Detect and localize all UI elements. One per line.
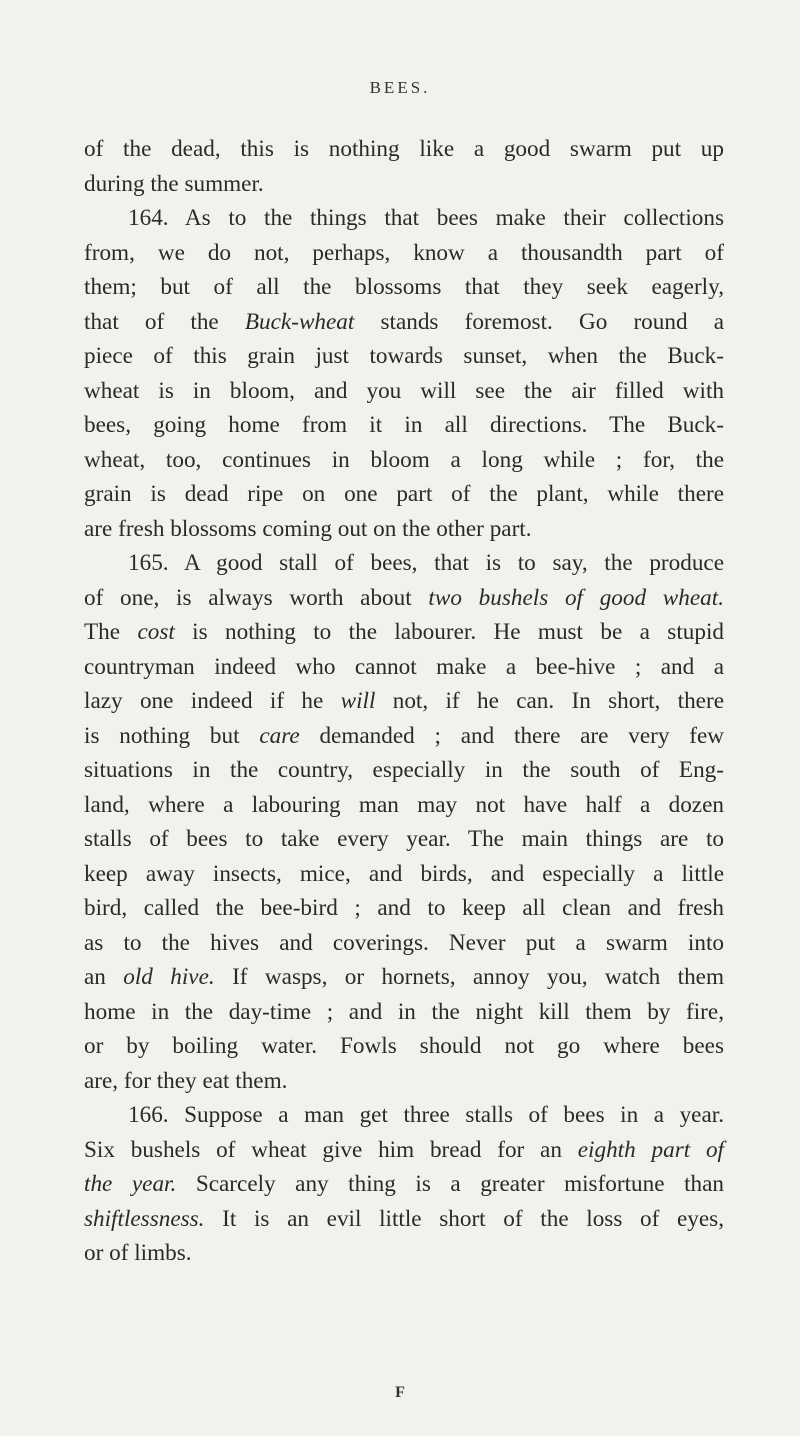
text-line: are, for they eat them.	[84, 1067, 288, 1094]
text-line: of the dead, this is nothing like a good swarm put up	[84, 136, 724, 162]
text-line: or of limbs.	[84, 1240, 192, 1266]
text-line: wheat is in bloom, and you will see the air filled with	[84, 377, 724, 404]
text-line: wheat, too, continues in bloom a long while ; for, the	[84, 446, 724, 473]
text-line: lazy one indeed if he will not, if he can. In short, there	[84, 688, 724, 714]
text-line: keep away insects, mice, and birds, and especially a little	[84, 860, 724, 887]
text-line: situations in the country, especially in the south of Eng-	[84, 757, 724, 783]
text-line: are fresh blossoms coming out on the other part.	[84, 515, 532, 542]
text-line: as to the hives and coverings. Never put a swarm into	[84, 929, 724, 956]
text-line: that of the Buck-wheat stands foremost. Go round a	[84, 308, 724, 335]
text-line: stalls of bees to take every year. The main things are to	[84, 826, 724, 852]
text-line: 165. A good stall of bees, that is to say, the produce	[128, 550, 724, 576]
text-line: shiftlessness. It is an evil little short of the loss of eyes,	[84, 1205, 724, 1232]
text-line: Six bushels of wheat give him bread for an eighth part of	[84, 1136, 724, 1163]
text-line: 166. Suppose a man get three stalls of bees in a year.	[128, 1102, 724, 1128]
text-line: is nothing but care demanded ; and there are very few	[84, 722, 724, 749]
text-line: home in the day-time ; and in the night kill them by fire,	[84, 998, 724, 1025]
text-line: The cost is nothing to the labourer. He must be a stupid	[84, 619, 724, 645]
text-line: an old hive. If wasps, or hornets, annoy you, watch them	[84, 964, 725, 990]
text-line: piece of this grain just towards sunset, when the Buck-	[84, 343, 724, 369]
text-line: bird, called the bee-bird ; and to keep all clean and fresh	[84, 895, 724, 921]
text-line: bees, going home from it in all directions. The Buck-	[84, 412, 724, 438]
text-line: the year. Scarcely any thing is a greater misfortune than	[84, 1171, 724, 1197]
signature-mark: F	[395, 1384, 405, 1401]
text-line: during the summer.	[84, 170, 264, 197]
text-line: land, where a labouring man may not have half a dozen	[84, 791, 724, 818]
text-line: 164. As to the things that bees make their collections	[128, 205, 724, 231]
body-text	[84, 132, 724, 1271]
text-line: grain is dead ripe on one part of the plant, while there	[84, 481, 724, 507]
text-line: or by boiling water. Fowls should not go where bees	[84, 1033, 724, 1059]
text-line: countryman indeed who cannot make a bee-hive ; and a	[84, 653, 724, 680]
text-line: from, we do not, perhaps, know a thousandth part of	[84, 239, 724, 266]
text-line: them; but of all the blossoms that they seek eagerly,	[84, 274, 724, 300]
running-head: BEES.	[369, 78, 431, 97]
text-line: of one, is always worth about two bushels of good wheat.	[84, 584, 724, 611]
